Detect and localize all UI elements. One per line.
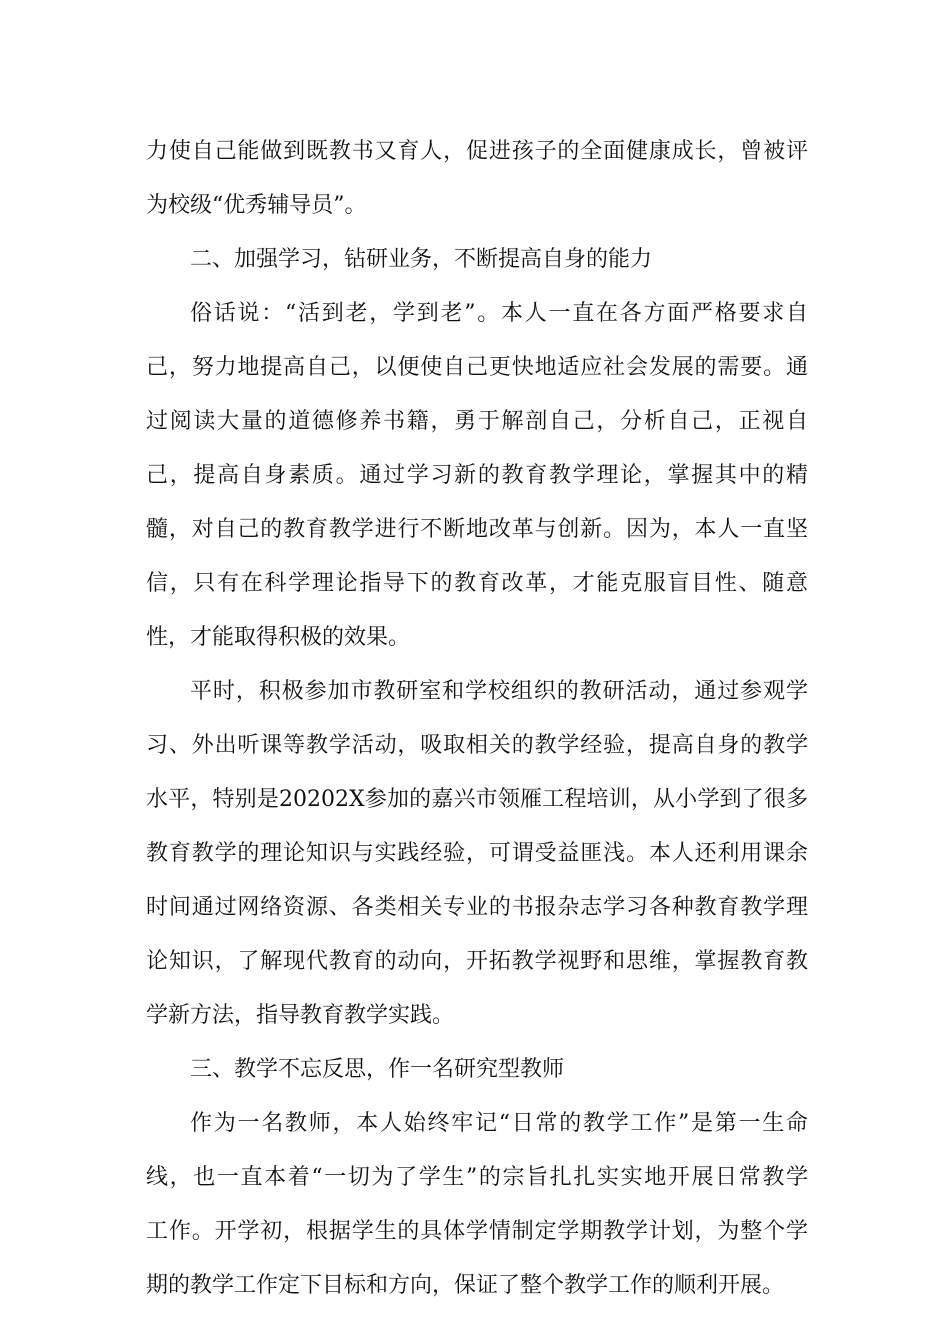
body-text [146,125,808,1313]
text-line: 论知识，了解现代教育的动向，开拓教学视野和思维，掌握教育教 [146,949,808,974]
text-line: 己，提高自身素质。通过学习新的教育教学理论，掌握其中的精 [146,463,808,488]
text-line: 线，也一直本着“一切为了学生”的宗旨扎扎实实地开展日常教学 [146,1165,808,1190]
text-line: 力使自己能做到既教书又育人，促进孩子的全面健康成长，曾被评 [146,139,808,164]
text-line: 时间通过网络资源、各类相关专业的书报杂志学习各种教育教学理 [146,895,808,920]
text-line: 信，只有在科学理论指导下的教育改革，才能克服盲目性、随意 [146,571,808,596]
section-heading: 二、加强学习，钻研业务，不断提高自身的能力 [190,247,653,272]
text-line: 习、外出听课等教学活动，吸取相关的教学经验，提高自身的教学 [146,733,808,758]
text-line: 作为一名教师，本人始终牢记“日常的教学工作”是第一生命 [190,1111,808,1136]
text-line: 俗话说：“活到老，学到老”。本人一直在各方面严格要求自 [190,301,808,326]
text-line: 工作。开学初，根据学生的具体学情制定学期教学计划，为整个学 [146,1219,808,1244]
text-line: 为校级“优秀辅导员”。 [146,193,367,218]
text-line: 髓，对自己的教育教学进行不断地改革与创新。因为，本人一直坚 [146,517,808,542]
text-line: 过阅读大量的道德修养书籍，勇于解剖自己，分析自己，正视自 [146,409,808,434]
text-line: 期的教学工作定下目标和方向，保证了整个教学工作的顺利开展。 [146,1273,785,1298]
text-line: 教育教学的理论知识与实践经验，可谓受益匪浅。本人还利用课余 [146,841,808,866]
text-line: 水平，特别是20202X参加的嘉兴市领雁工程培训，从小学到了很多 [146,787,808,812]
text-line: 性，才能取得积极的效果。 [146,625,411,650]
text-line: 平时，积极参加市教研室和学校组织的教研活动，通过参观学 [190,679,808,704]
text-line: 学新方法，指导教育教学实践。 [146,1003,455,1028]
section-heading: 三、教学不忘反思，作一名研究型教师 [190,1057,565,1082]
text-line: 己，努力地提高自己，以便使自己更快地适应社会发展的需要。通 [146,355,808,380]
